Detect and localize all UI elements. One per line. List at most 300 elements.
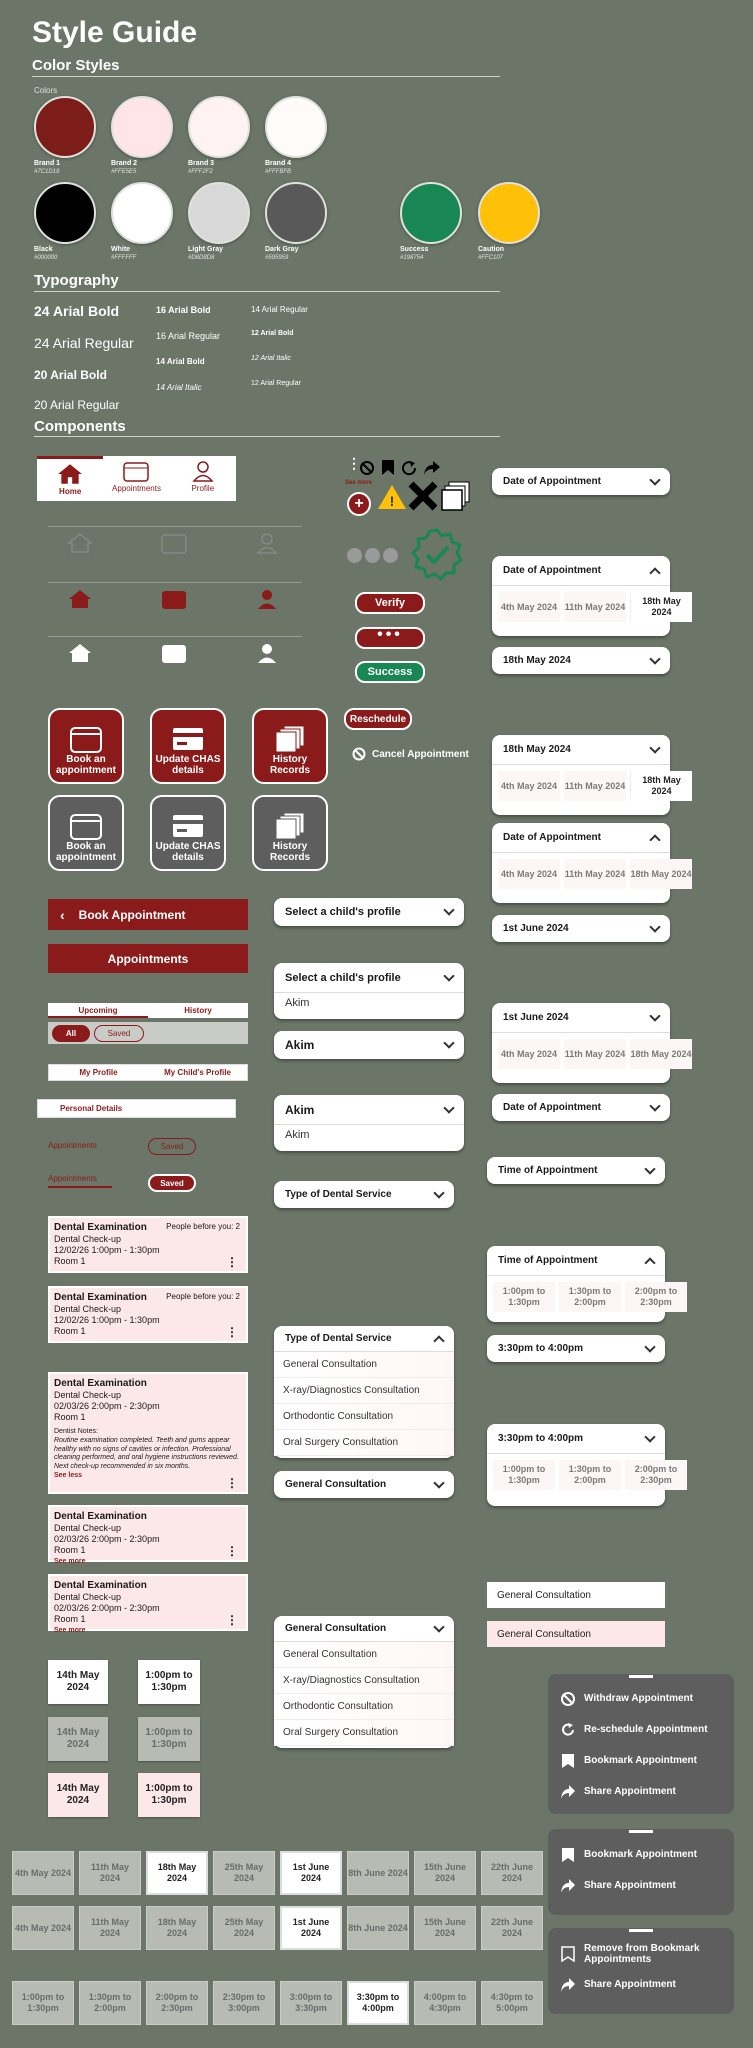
see-more-link[interactable]: See more [54, 1627, 86, 1635]
child-profile-select[interactable] [274, 898, 464, 926]
tab-personal-details[interactable]: Personal Details [37, 1099, 236, 1118]
chevron-down-icon [649, 1100, 660, 1111]
select-label: Select a child's profile [285, 971, 401, 984]
filter-all[interactable]: All [52, 1025, 90, 1042]
tab-child-profile[interactable]: My Child's Profile [164, 1068, 231, 1077]
card-room: Room 1 [54, 1325, 86, 1336]
time-cell[interactable]: 3:30pm to 4:00pm [347, 1981, 409, 2025]
card-when: 02/03/26 2:00pm - 2:30pm [54, 1400, 160, 1411]
nav-profile-label: Profile [191, 484, 215, 493]
nav-appointments[interactable] [103, 456, 169, 501]
date-option[interactable]: 4th May 2024 [498, 592, 560, 622]
more-vertical-icon[interactable]: ⋮ [347, 455, 361, 471]
see-more-text[interactable]: See more [345, 480, 373, 486]
chevron-down-icon [644, 1341, 655, 1352]
action-menu [548, 1928, 734, 2014]
nav-appointments-label: Appointments [112, 484, 161, 493]
swatch-hex: #D8D8D8 [188, 255, 215, 261]
swatch-hex: #595959 [265, 255, 289, 261]
date-select-open[interactable] [492, 823, 692, 903]
menu-share[interactable] [548, 1969, 734, 2000]
calendar-icon [160, 588, 188, 610]
service-select[interactable] [274, 1181, 454, 1208]
service-options [274, 1642, 454, 1746]
tab-appointments[interactable]: Appointments [48, 1141, 97, 1150]
tile-label: History Records [269, 754, 310, 776]
tile-label: Update CHAS details [155, 754, 221, 776]
see-more-link[interactable]: See more [54, 1558, 86, 1566]
tab-my-profile[interactable]: My Profile [79, 1068, 118, 1077]
swatch-hex: #FFFBFB [265, 169, 292, 175]
swatch-name: Black [34, 246, 53, 253]
date-cell[interactable]: 22th June 2024 [481, 1851, 543, 1895]
select-label: Time of Appointment [498, 1165, 598, 1176]
date-select[interactable] [492, 468, 670, 495]
nav-profile[interactable] [170, 456, 236, 501]
swatch-success [400, 182, 462, 244]
chevron-down-icon [443, 904, 454, 915]
card-title: Dental Examination [54, 1580, 147, 1591]
tile-history-records[interactable] [252, 795, 328, 871]
date-select-open[interactable] [492, 556, 681, 636]
card-when: 12/02/26 1:00pm - 1:30pm [54, 1314, 160, 1325]
time-select-open[interactable] [487, 1246, 678, 1322]
card-icon [171, 724, 205, 754]
calendar-icon [122, 460, 150, 482]
refresh-icon [401, 460, 418, 477]
time-cell[interactable]: 1:30pm to 2:00pm [79, 1981, 141, 2025]
notes-label: Dentist Notes: [54, 1428, 98, 1436]
date-select-value[interactable] [492, 647, 670, 674]
swatch-name: White [111, 246, 131, 253]
chevron-down-icon [649, 653, 660, 664]
action-menu [548, 1674, 734, 1814]
date-cell[interactable]: 1st June 2024 [280, 1906, 342, 1950]
date-options [492, 853, 692, 895]
add-icon[interactable]: + [347, 492, 371, 516]
menu-share[interactable] [548, 1776, 734, 1807]
drag-handle[interactable] [629, 1675, 653, 1678]
time-cell[interactable]: 2:30pm to 3:00pm [213, 1981, 275, 2025]
time-options [487, 1276, 678, 1318]
date-option[interactable]: 4th May 2024 [498, 1039, 560, 1069]
success-button[interactable]: Success [355, 661, 425, 683]
chevron-down-icon [433, 1477, 444, 1488]
select-value: General Consultation [285, 1479, 387, 1490]
swatch-brand-4 [265, 96, 327, 158]
swatch-name: Caution [478, 246, 505, 253]
select-label: Date of Appointment [503, 1102, 601, 1113]
date-cell[interactable]: 22th June 2024 [481, 1906, 543, 1950]
card-when: 02/03/26 2:00pm - 2:30pm [54, 1602, 160, 1613]
child-select-akim[interactable] [274, 1031, 464, 1059]
swatch-name: Light Gray [188, 246, 224, 253]
select-label: Date of Appointment [503, 476, 601, 487]
share-icon [560, 1977, 576, 1993]
appointment-card[interactable] [48, 1574, 248, 1635]
menu-label: Share Appointment [584, 1880, 676, 1891]
date-cell[interactable]: 15th June 2024 [414, 1906, 476, 1950]
tab-history[interactable]: History [184, 1006, 212, 1015]
swatch-hex: #FFE5E5 [111, 169, 137, 175]
time-option[interactable]: 2:00pm to 2:30pm [625, 1460, 687, 1490]
divider [32, 76, 500, 77]
type-12-italic: 12 Arial Italic [251, 355, 291, 362]
menu-withdraw[interactable] [548, 1683, 734, 1714]
swatch-brand-2 [111, 96, 173, 158]
person-icon [256, 588, 278, 610]
swatch-hex: #198754 [400, 255, 424, 261]
queue-count: People before you: 2 [166, 1292, 240, 1301]
appointments-header: Appointments [48, 944, 248, 973]
card-subtitle: Dental Check-up [54, 1390, 122, 1400]
back-icon[interactable]: ‹ [60, 906, 65, 923]
select-value: Akim [285, 1038, 315, 1052]
date-cell[interactable]: 15th June 2024 [414, 1851, 476, 1895]
swatch-name: Success [400, 246, 429, 253]
tile-update-chas[interactable] [150, 795, 226, 871]
time-cell[interactable]: 4:00pm to 4:30pm [414, 1981, 476, 2025]
select-label: Type of Dental Service [285, 1189, 392, 1200]
date-option[interactable]: 18th May 2024 [630, 1039, 692, 1069]
chevron-down-icon [443, 1037, 454, 1048]
menu-label: Share Appointment [584, 1979, 676, 1990]
section-color-styles: Color Styles [32, 57, 120, 74]
page-title: Style Guide [32, 16, 198, 49]
menu-label: Bookmark Appointment [584, 1755, 697, 1766]
chevron-down-icon [443, 970, 454, 981]
service-option[interactable]: Oral Surgery Consultation [274, 1720, 454, 1746]
time-cell[interactable]: 1:00pm to 1:30pm [12, 1981, 74, 2025]
card-subtitle: Dental Check-up [54, 1592, 122, 1602]
swatch-name: Brand 3 [188, 160, 215, 167]
menu-share[interactable] [548, 1870, 734, 1901]
date-select[interactable] [492, 1094, 670, 1121]
time-cell[interactable]: 2:00pm to 2:30pm [146, 1981, 208, 2025]
cancel-icon [352, 747, 366, 761]
bottom-nav [37, 456, 236, 501]
appointment-card[interactable] [48, 1505, 248, 1566]
bookmark-icon [560, 1753, 576, 1769]
service-options [274, 1352, 454, 1456]
date-cell[interactable]: 11th May 2024 [79, 1906, 141, 1950]
date-chip-selected[interactable]: 14th May 2024 [48, 1773, 108, 1817]
menu-bookmark[interactable] [548, 1745, 734, 1776]
person-icon [256, 532, 278, 554]
date-cell[interactable]: 4th May 2024 [12, 1851, 74, 1895]
date-option[interactable]: 18th May 2024 [630, 592, 692, 622]
filter-saved[interactable]: Saved [94, 1025, 144, 1042]
tab-upcoming[interactable]: Upcoming [48, 1003, 148, 1018]
select-label: Select a child's profile [285, 906, 401, 918]
book-appointment-header [48, 899, 248, 930]
time-cell[interactable]: 4:30pm to 5:00pm [481, 1981, 543, 2025]
menu-label: Bookmark Appointment [584, 1849, 697, 1860]
loading-dot [347, 548, 362, 563]
date-cell[interactable]: 25th May 2024 [213, 1906, 275, 1950]
chevron-down-icon [649, 921, 660, 932]
type-24-bold: 24 Arial Bold [34, 303, 120, 319]
more-vertical-icon[interactable]: ⋮ [226, 1612, 238, 1627]
service-option[interactable]: General Consultation [274, 1352, 454, 1378]
card-title: Dental Examination [54, 1222, 147, 1233]
filter-row [48, 1022, 248, 1044]
svg-text:!: ! [389, 493, 395, 509]
card-room: Room 1 [54, 1544, 86, 1555]
home-icon [68, 642, 92, 664]
menu-reschedule[interactable] [548, 1714, 734, 1745]
section-typography: Typography [34, 272, 119, 289]
date-option[interactable]: 11th May 2024 [564, 1039, 626, 1069]
chevron-down-icon [433, 1621, 444, 1632]
cancel-appointment-label: Cancel Appointment [372, 748, 469, 760]
more-vertical-icon[interactable]: ⋮ [226, 1254, 238, 1269]
chevron-down-icon [443, 1102, 454, 1113]
swatch-caution [478, 182, 540, 244]
date-options [492, 586, 681, 628]
swatch-brand-3 [188, 96, 250, 158]
date-cell[interactable]: 8th June 2024 [347, 1851, 409, 1895]
tile-label: Book an appointment [56, 841, 116, 863]
swatch-name: Brand 4 [265, 160, 292, 167]
time-chip-disabled: 1:00pm to 1:30pm [138, 1717, 200, 1761]
date-option[interactable]: 18th May 2024 [630, 859, 692, 889]
divider [34, 436, 500, 437]
cancel-icon [359, 460, 375, 476]
person-icon [256, 642, 278, 664]
option-akim[interactable]: Akim [285, 997, 310, 1009]
date-cell[interactable]: 25th May 2024 [213, 1851, 275, 1895]
tile-book-appointment[interactable] [48, 795, 124, 871]
date-cell[interactable]: 1st June 2024 [280, 1851, 342, 1895]
date-options [492, 765, 681, 807]
time-options [487, 1454, 678, 1496]
bookmark-icon [381, 459, 395, 476]
select-value: Akim [285, 1102, 315, 1117]
type-14-italic: 14 Arial Italic [156, 383, 202, 392]
service-select-general-open[interactable] [274, 1616, 454, 1748]
date-cell[interactable]: 18th May 2024 [146, 1851, 208, 1895]
option-row[interactable]: General Consultation [487, 1582, 665, 1608]
cancel-appointment-link[interactable] [352, 747, 469, 761]
date-cell[interactable]: 18th May 2024 [146, 1906, 208, 1950]
calendar-icon [69, 724, 103, 754]
chevron-up-icon [649, 834, 660, 845]
option-akim[interactable]: Akim [285, 1129, 310, 1141]
swatch-name: Brand 1 [34, 160, 61, 167]
archive-icon [441, 480, 473, 512]
saved-toggle[interactable]: Saved [148, 1138, 196, 1155]
service-option[interactable]: X-ray/Diagnostics Consultation [274, 1378, 454, 1404]
queue-count: People before you: 2 [166, 1222, 240, 1231]
card-subtitle: Dental Check-up [54, 1234, 122, 1244]
calendar-icon [160, 642, 188, 664]
nav-home-label: Home [59, 487, 82, 496]
swatch-light-gray [188, 182, 250, 244]
card-room: Room 1 [54, 1411, 86, 1422]
service-select-general[interactable] [274, 1471, 454, 1498]
profile-tab-bar [48, 1064, 248, 1081]
date-cell[interactable]: 4th May 2024 [12, 1906, 74, 1950]
swatch-hex: #FFFFFF [111, 255, 137, 261]
tile-label: History Records [269, 841, 310, 863]
chevron-down-icon [649, 742, 660, 753]
service-option[interactable]: Orthodontic Consultation [274, 1404, 454, 1430]
type-24-regular: 24 Arial Regular [34, 335, 134, 351]
type-12-bold: 12 Arial Bold [251, 330, 294, 337]
service-option[interactable]: General Consultation [274, 1642, 454, 1668]
service-select-open[interactable] [274, 1326, 454, 1458]
calendar-icon [160, 532, 188, 554]
person-icon [192, 460, 214, 482]
time-option[interactable]: 1:30pm to 2:00pm [559, 1460, 621, 1490]
share-icon [560, 1784, 576, 1800]
date-cell[interactable]: 8th June 2024 [347, 1906, 409, 1950]
tile-label: Book an appointment [56, 754, 116, 776]
dentist-notes: Routine examination completed. Teeth and gums appear healthy with no signs of cavities or infection. Professional cleaning performed, and oral hygiene instructions reviewed. Next check-up recommended in six months. [54, 1436, 239, 1471]
date-chip-disabled: 14th May 2024 [48, 1717, 108, 1761]
refresh-icon [560, 1722, 576, 1738]
date-chip[interactable]: 14th May 2024 [48, 1660, 108, 1704]
home-icon [57, 463, 83, 485]
date-option[interactable]: 4th May 2024 [498, 771, 560, 801]
action-menu [548, 1829, 734, 1915]
select-label: Type of Dental Service [285, 1333, 392, 1344]
child-select-akim-open[interactable] [274, 1095, 464, 1151]
header-title: Book Appointment [78, 907, 186, 922]
card-subtitle: Dental Check-up [54, 1304, 122, 1314]
time-option[interactable]: 1:30pm to 2:00pm [559, 1282, 621, 1312]
time-option[interactable]: 1:00pm to 1:30pm [493, 1460, 555, 1490]
saved-toggle-active[interactable]: Saved [148, 1174, 196, 1192]
card-title: Dental Examination [54, 1378, 147, 1389]
verify-button[interactable]: Verify [355, 592, 425, 614]
type-14-regular: 14 Arial Regular [251, 305, 308, 314]
date-option[interactable]: 11th May 2024 [564, 771, 626, 801]
tile-label: Update CHAS details [155, 841, 221, 863]
time-select-value[interactable] [487, 1335, 665, 1362]
swatch-brand-1 [34, 96, 96, 158]
icon-cluster [345, 455, 475, 578]
type-12-regular: 12 Arial Regular [251, 380, 301, 387]
bookmark-outline-icon [560, 1946, 576, 1962]
loading-dot [383, 548, 398, 563]
child-profile-select-open[interactable] [274, 963, 464, 1019]
nav-home[interactable] [37, 456, 103, 501]
more-vertical-icon[interactable]: ⋮ [226, 1475, 238, 1490]
records-icon [273, 811, 307, 841]
calendar-icon [69, 811, 103, 841]
appointment-card[interactable] [48, 1286, 248, 1343]
swatch-name: Brand 2 [111, 160, 138, 167]
date-option[interactable]: 18th May 2024 [630, 771, 692, 801]
swatch-white [111, 182, 173, 244]
option-row-hover[interactable]: General Consultation [487, 1621, 665, 1647]
bookmark-icon [560, 1847, 576, 1863]
card-icon [171, 811, 205, 841]
share-icon [560, 1878, 576, 1894]
card-title: Dental Examination [54, 1511, 147, 1522]
date-cell[interactable]: 11th May 2024 [79, 1851, 141, 1895]
date-select-value-open[interactable] [492, 735, 681, 815]
drag-handle[interactable] [629, 1830, 653, 1833]
appointment-card-expanded[interactable] [48, 1372, 248, 1494]
date-options [492, 1033, 692, 1075]
section-components: Components [34, 418, 126, 435]
chevron-down-icon [644, 1431, 655, 1442]
service-option[interactable]: Orthodontic Consultation [274, 1694, 454, 1720]
menu-label: Withdraw Appointment [584, 1693, 693, 1704]
tile-update-chas[interactable] [150, 708, 226, 784]
reschedule-button[interactable]: Reschedule [344, 708, 412, 730]
select-value: 3:30pm to 4:00pm [498, 1433, 584, 1444]
type-20-regular: 20 Arial Regular [34, 398, 120, 412]
tab-appointments[interactable]: Appointments [48, 1174, 112, 1188]
tile-history-records[interactable] [252, 708, 328, 784]
close-icon [407, 480, 439, 512]
select-value: 1st June 2024 [503, 923, 569, 934]
see-less-link[interactable]: See less [54, 1471, 83, 1479]
date-select-value-open[interactable] [492, 1003, 692, 1083]
time-select-value-open[interactable] [487, 1424, 678, 1506]
menu-bookmark[interactable] [548, 1839, 734, 1870]
chevron-down-icon [433, 1187, 444, 1198]
swatch-hex: #FFC107 [478, 255, 504, 261]
more-vertical-icon[interactable]: ⋮ [226, 1543, 238, 1558]
type-14-bold: 14 Arial Bold [156, 357, 205, 366]
chevron-up-icon [644, 1257, 655, 1268]
swatch-dark-gray [265, 182, 327, 244]
type-20-bold: 20 Arial Bold [34, 368, 107, 382]
service-option[interactable]: X-ray/Diagnostics Consultation [274, 1668, 454, 1694]
date-option[interactable]: 4th May 2024 [498, 859, 560, 889]
nav-icon-states [48, 526, 302, 666]
chevron-up-icon [649, 567, 660, 578]
time-select[interactable] [487, 1157, 665, 1184]
menu-label: Share Appointment [584, 1786, 676, 1797]
more-vertical-icon[interactable]: ⋮ [226, 1324, 238, 1339]
share-icon [423, 460, 441, 476]
chevron-down-icon [649, 474, 660, 485]
time-option[interactable]: 1:00pm to 1:30pm [493, 1282, 555, 1312]
tile-book-appointment[interactable] [48, 708, 124, 784]
swatch-hex: #FFF2F2 [188, 169, 213, 175]
loading-button[interactable]: ••• [355, 627, 425, 649]
card-when: 02/03/26 2:00pm - 2:30pm [54, 1533, 160, 1544]
swatch-black [34, 182, 96, 244]
loading-dot [365, 548, 380, 563]
chevron-up-icon [433, 1335, 444, 1346]
time-chip[interactable]: 1:00pm to 1:30pm [138, 1660, 200, 1704]
card-room: Room 1 [54, 1613, 86, 1624]
date-select-value[interactable] [492, 915, 670, 942]
records-icon [273, 724, 307, 754]
date-option[interactable]: 11th May 2024 [564, 859, 626, 889]
appointment-card[interactable] [48, 1216, 248, 1273]
date-option[interactable]: 11th May 2024 [564, 592, 626, 622]
time-cell[interactable]: 3:00pm to 3:30pm [280, 1981, 342, 2025]
drag-handle[interactable] [629, 1929, 653, 1932]
select-value: General Consultation [285, 1623, 387, 1634]
select-value: 3:30pm to 4:00pm [498, 1343, 584, 1354]
card-subtitle: Dental Check-up [54, 1523, 122, 1533]
swatch-name: Dark Gray [265, 246, 299, 253]
menu-remove-bookmark[interactable] [548, 1938, 734, 1969]
time-option[interactable]: 2:00pm to 2:30pm [625, 1282, 687, 1312]
service-option[interactable]: Oral Surgery Consultation [274, 1430, 454, 1456]
type-16-regular: 16 Arial Regular [156, 331, 221, 341]
time-chip-selected[interactable]: 1:00pm to 1:30pm [138, 1773, 200, 1817]
